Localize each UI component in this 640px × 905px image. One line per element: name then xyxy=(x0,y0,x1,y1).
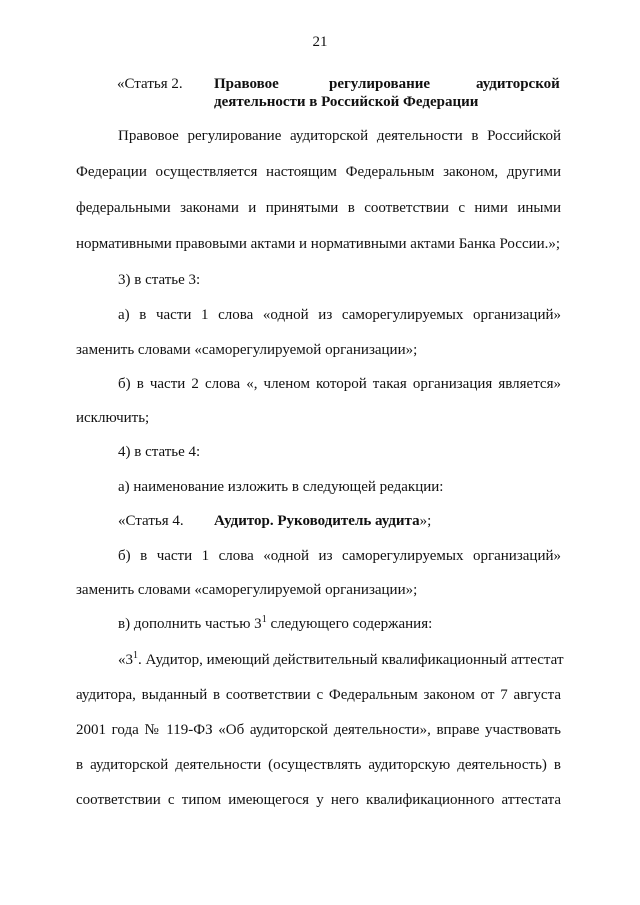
part-3-1-superscript: 1 xyxy=(133,650,138,661)
paragraph-line: б) в части 1 слова «одной из саморегулируемых организаций» xyxy=(118,548,561,564)
article-4-title: Аудитор. Руководитель аудита xyxy=(214,513,420,529)
article-4-label: «Статья 4. xyxy=(118,513,184,529)
paragraph-line: заменить словами «саморегулируемой организации»; xyxy=(76,342,418,358)
paragraph-line: а) в части 1 слова «одной из саморегулируемых организаций» xyxy=(118,307,561,323)
item-4c-text: в) дополнить частью 3 xyxy=(118,616,262,632)
paragraph-line: аудитора, выданный в соответствии с Федеральным законом от 7 августа xyxy=(76,687,561,703)
paragraph-line: соответствии с типом имеющегося у него квалификационного аттестата xyxy=(76,792,561,808)
article-2-title-line-2: деятельности в Российской Федерации xyxy=(214,94,479,110)
paragraph-line: заменить словами «саморегулируемой организации»; xyxy=(76,582,418,598)
item-3: 3) в статье 3: xyxy=(118,272,201,288)
paragraph-line: нормативными правовыми актами и нормативными актами Банка России.»; xyxy=(76,236,561,252)
item-4: 4) в статье 4: xyxy=(118,444,201,460)
paragraph-line xyxy=(118,650,564,670)
article-2-label: «Статья 2. xyxy=(117,76,183,92)
part-3-1-first-rest: . Аудитор, имеющий действительный квалификационный аттестат xyxy=(138,652,564,668)
item-4c-superscript: 1 xyxy=(261,614,267,625)
article-2-title-word-2: регулирование xyxy=(329,76,431,92)
article-4-title-line xyxy=(214,511,431,531)
item-4c xyxy=(118,614,432,634)
paragraph-line: исключить; xyxy=(76,410,150,426)
page-number: 21 xyxy=(312,34,328,50)
paragraph-line: в аудиторской деятельности (осуществлять аудиторскую деятельность) в xyxy=(76,757,561,773)
paragraph-line: Правовое регулирование аудиторской деятельности в Российской xyxy=(118,128,561,144)
item-4a: а) наименование изложить в следующей редакции: xyxy=(118,479,444,495)
article-2-title-word-3: аудиторской xyxy=(476,76,560,92)
article-2-title-word-1: Правовое xyxy=(214,76,279,92)
article-4-tail: »; xyxy=(419,513,432,529)
item-4c-text-end: следующего содержания: xyxy=(266,616,433,632)
paragraph-line: Федерации осуществляется настоящим Федеральным законом, другими xyxy=(76,164,561,180)
paragraph-line: федеральными законами и принятыми в соответствии с ними иными xyxy=(76,200,561,216)
paragraph-line: б) в части 2 слова «, членом которой такая организация является» xyxy=(118,376,561,392)
paragraph-line: 2001 года № 119-ФЗ «Об аудиторской деятельности», вправе участвовать xyxy=(76,722,561,738)
part-3-1-open: «3 xyxy=(118,652,133,668)
